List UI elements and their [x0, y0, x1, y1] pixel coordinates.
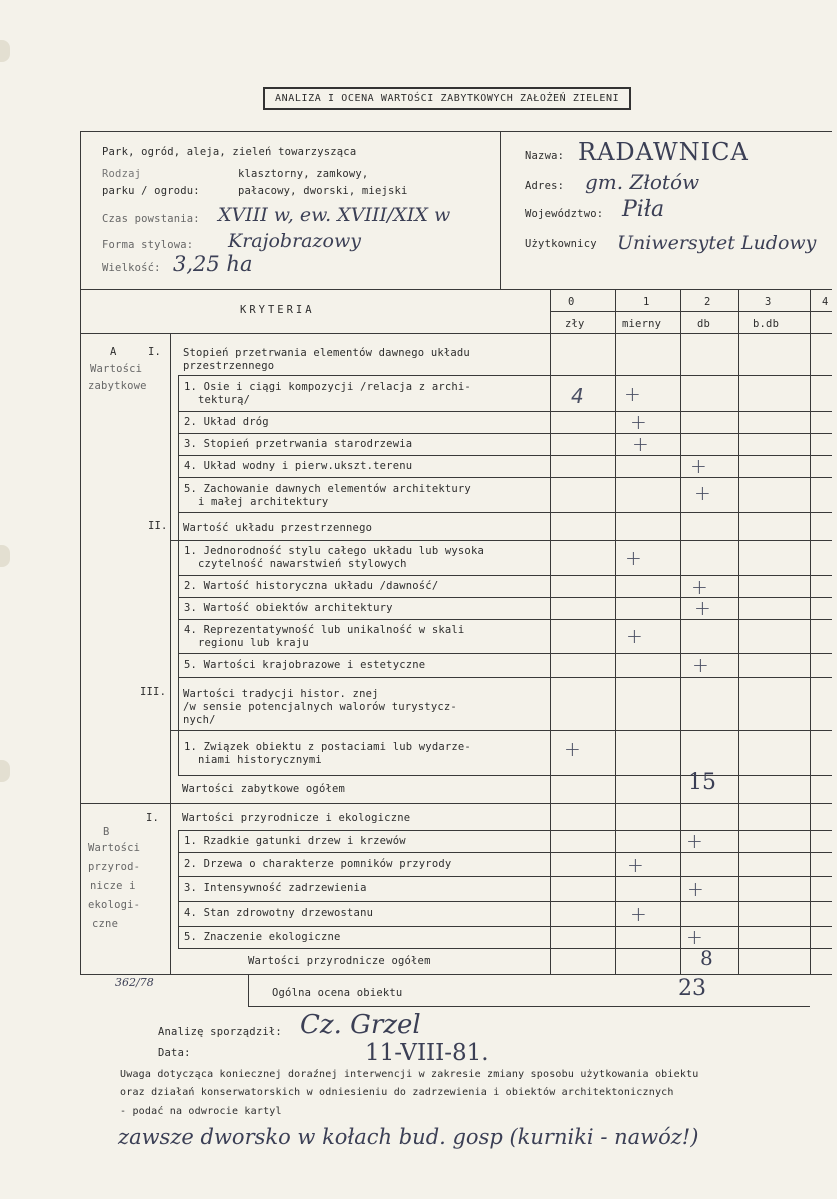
row-text: 3. Wartość obiektów architektury — [184, 602, 393, 614]
row-text: 2. Wartość historyczna układu /dawność/ — [184, 580, 439, 592]
section-a-total-label: Wartości zabytkowe ogółem — [182, 783, 346, 795]
punch-hole — [0, 760, 10, 782]
section-a-letter: A — [110, 346, 117, 358]
rule — [178, 455, 832, 456]
park-type-line: Park, ogród, aleja, zieleń towarzysząca — [102, 146, 357, 158]
forma-value: Krajobrazowy — [228, 230, 361, 252]
col-4-num: 4 — [822, 296, 829, 308]
rule — [178, 830, 179, 948]
section-a-total-value: 15 — [688, 770, 716, 795]
rule — [170, 333, 171, 974]
criteria-label: KRYTERIA — [240, 304, 315, 316]
rodzaj-label: Rodzaj — [102, 168, 142, 180]
handwritten-mark: 4 — [571, 384, 584, 408]
nazwa-label: Nazwa: — [525, 150, 565, 162]
rule — [80, 333, 832, 334]
date-label: Data: — [158, 1047, 191, 1059]
section-b-total-label: Wartości przyrodnicze ogółem — [248, 955, 431, 967]
rule — [80, 131, 81, 974]
row-text: 4. Układ wodny i pierw.ukszt.terenu — [184, 460, 413, 472]
row-text: 3. Intensywność zadrzewienia — [184, 882, 367, 894]
section-b-title: Wartości przyrodnicze i ekologiczne — [182, 812, 411, 824]
czas-value: XVIII w, ew. XVIII/XIX w — [218, 204, 451, 226]
date-value: 11-VIII-81. — [365, 1040, 489, 1066]
rule — [170, 540, 832, 541]
rule — [178, 619, 832, 620]
plus-mark: + — [691, 575, 708, 599]
rule — [80, 131, 832, 132]
overall-value: 23 — [678, 976, 706, 1001]
prepared-by-signature: Cz. Grzel — [300, 1010, 421, 1040]
rule — [738, 289, 739, 974]
section-b-letter: B — [103, 826, 110, 838]
plus-mark: + — [564, 737, 581, 761]
reference-number: 362/78 — [115, 976, 154, 989]
row-text: 1. Osie i ciągi kompozycji /relacja z archi- — [184, 381, 471, 393]
rule — [178, 433, 832, 434]
group-3-title3: nych/ — [183, 714, 216, 726]
rule — [178, 575, 832, 576]
section-b-name5: czne — [92, 918, 119, 930]
rule — [170, 730, 832, 731]
prepared-by-label: Analizę sporządził: — [158, 1026, 282, 1038]
row-text: 1. Związek obiektu z postaciami lub wydarze- — [184, 741, 471, 753]
nazwa-value: RADAWNICA — [578, 138, 749, 166]
plus-mark: + — [627, 853, 644, 877]
rule — [550, 289, 551, 974]
row-text: 5. Wartości krajobrazowe i estetyczne — [184, 659, 426, 671]
rule — [80, 974, 832, 975]
row-text: 3. Stopień przetrwania starodrzewia — [184, 438, 413, 450]
col-3-name: b.db — [753, 318, 780, 330]
plus-mark: + — [687, 877, 704, 901]
rule — [178, 677, 832, 678]
czas-label: Czas powstania: — [102, 213, 200, 225]
plus-mark: + — [624, 382, 641, 406]
punch-hole — [0, 40, 10, 62]
col-1-name: mierny — [622, 318, 662, 330]
rule — [178, 852, 832, 853]
plus-mark: + — [692, 653, 709, 677]
rule — [178, 375, 832, 376]
rule — [178, 512, 832, 513]
row-text: czytelność nawarstwień stylowych — [198, 558, 407, 570]
group-3-title1: Wartości tradycji histor. znej — [183, 688, 379, 700]
punch-hole — [0, 545, 10, 567]
plus-mark: + — [630, 902, 647, 926]
plus-mark: + — [626, 624, 643, 648]
rule — [178, 830, 832, 831]
section-a-name2: zabytkowe — [88, 380, 147, 392]
section-b-total-value: 8 — [700, 946, 713, 970]
rule — [248, 1006, 810, 1007]
adres-value: gm. Złotów — [585, 170, 700, 194]
col-0-num: 0 — [568, 296, 575, 308]
group-3-title2: /w sensie potencjalnych walorów turystycz- — [183, 701, 457, 713]
row-text: 5. Zachowanie dawnych elementów architektury — [184, 483, 471, 495]
plus-mark: + — [632, 432, 649, 456]
rule — [248, 974, 249, 1007]
wojewodztwo-value: Piła — [622, 197, 665, 222]
rule — [178, 876, 832, 877]
group-2-title: Wartość układu przestrzennego — [183, 522, 373, 534]
adres-label: Adres: — [525, 180, 565, 192]
plus-mark: + — [694, 596, 711, 620]
rule — [178, 653, 832, 654]
rule — [178, 597, 832, 598]
document-title: ANALIZA I OCENA WARTOŚCI ZABYTKOWYCH ZAŁOŻEŃ ZIELENI — [263, 87, 631, 110]
rule — [80, 289, 832, 290]
rule — [550, 311, 832, 312]
plus-mark: + — [686, 829, 703, 853]
rule — [178, 411, 832, 412]
parku-label: parku / ogrodu: — [102, 185, 200, 197]
rodzaj-line1: klasztorny, zamkowy, — [238, 168, 369, 180]
rule — [178, 901, 832, 902]
row-text: regionu lub kraju — [198, 637, 309, 649]
section-b-name2: przyrod- — [88, 861, 141, 873]
rule — [178, 775, 832, 776]
section-b-name3: nicze i — [90, 880, 136, 892]
plus-mark: + — [694, 481, 711, 505]
rule — [810, 289, 811, 974]
section-b-roman: I. — [146, 812, 160, 824]
col-0-name: zły — [565, 318, 585, 330]
plus-mark: + — [625, 546, 642, 570]
section-a-name1: Wartości — [90, 363, 143, 375]
group-3-roman: III. — [140, 686, 167, 698]
plus-mark: + — [630, 410, 647, 434]
group-2-roman: II. — [148, 520, 168, 532]
row-text: niami historycznymi — [198, 754, 322, 766]
rule — [178, 948, 832, 949]
row-text: 1. Jednorodność stylu całego układu lub wysoka — [184, 545, 484, 557]
overall-label: Ogólna ocena obiektu — [272, 987, 403, 999]
plus-mark: + — [690, 454, 707, 478]
row-text: 1. Rzadkie gatunki drzew i krzewów — [184, 835, 406, 847]
uzytkownicy-value: Uniwersytet Ludowy — [617, 232, 817, 254]
col-2-name: db — [697, 318, 711, 330]
row-text: i małej architektury — [198, 496, 329, 508]
section-a-roman: I. — [148, 346, 162, 358]
rule — [680, 289, 681, 974]
rule — [80, 803, 832, 804]
rule — [178, 477, 832, 478]
row-text: 4. Stan zdrowotny drzewostanu — [184, 907, 374, 919]
plus-mark: + — [686, 925, 703, 949]
forma-label: Forma stylowa: — [102, 239, 194, 251]
group-1-title1: Stopień przetrwania elementów dawnego układu — [183, 347, 470, 359]
section-b-name1: Wartości — [88, 842, 141, 854]
col-2-num: 2 — [704, 296, 711, 308]
group-1-title2: przestrzennego — [183, 360, 275, 372]
rule — [615, 289, 616, 974]
row-text: 5. Znaczenie ekologiczne — [184, 931, 341, 943]
section-b-name4: ekologi- — [88, 899, 141, 911]
wojewodztwo-label: Województwo: — [525, 208, 604, 220]
rule — [500, 131, 501, 289]
note-line1: Uwaga dotycząca koniecznej doraźnej interwencji w zakresie zmiany sposobu użytkowania obiektu — [120, 1069, 699, 1080]
rule — [178, 926, 832, 927]
rodzaj-line2: pałacowy, dworski, miejski — [238, 185, 408, 197]
wielkosc-value: 3,25 ha — [173, 252, 253, 276]
row-text: 2. Układ dróg — [184, 416, 269, 428]
row-text: tekturą/ — [198, 394, 251, 406]
col-3-num: 3 — [765, 296, 772, 308]
note-line3: - podać na odwrocie kartyl — [120, 1106, 282, 1117]
note-line2: oraz działań konserwatorskich w odniesieniu do zadrzewienia i obiektów architektonicznych — [120, 1087, 674, 1098]
row-text: 4. Reprezentatywność lub unikalność w skali — [184, 624, 465, 636]
uzytkownicy-label: Użytkownicy — [525, 238, 597, 250]
col-1-num: 1 — [643, 296, 650, 308]
wielkosc-label: Wielkość: — [102, 262, 161, 274]
row-text: 2. Drzewa o charakterze pomników przyrody — [184, 858, 452, 870]
handwritten-note: zawsze dworsko w kołach bud. gosp (kurniki - nawóz!) — [118, 1125, 699, 1149]
